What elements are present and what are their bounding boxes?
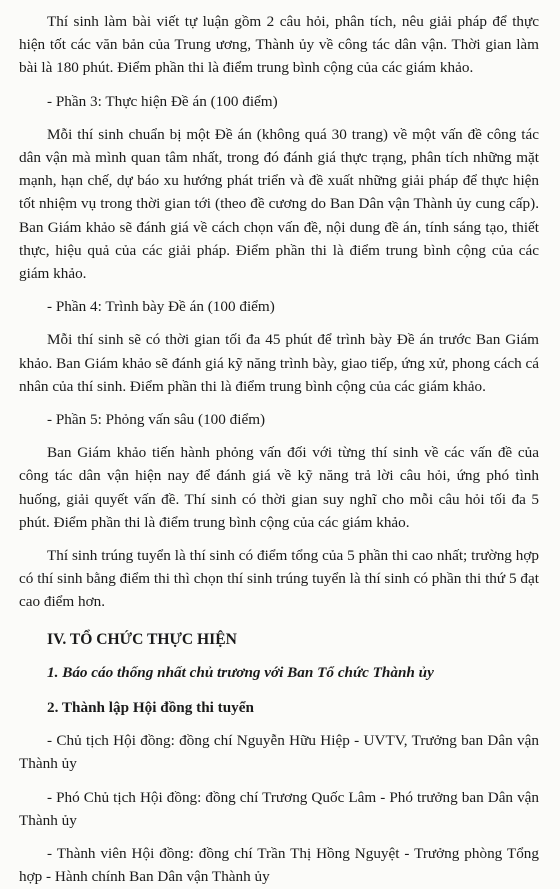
section-part-5: - Phần 5: Phỏng vấn sâu (100 điểm) [47, 411, 266, 429]
council-member: - Thành viên Hội đồng: đồng chí Trần Thị Hồng Nguyệt - Trưởng phòng Tổng hợp - Hành chính Ban Dân vận Thành ủy [19, 845, 539, 886]
paragraph-part-4: Mỗi thí sinh sẽ có thời gian tối đa 45 phút để trình bày Đề án trước Ban Giám khảo. Ban Giám khảo sẽ đánh giá kỹ năng trình bày, giao tiếp, ứng xử, phong cách cá nhân của thí sinh. Điểm phần thi là điểm trung bình cộng của các giám khảo. [19, 331, 539, 395]
section-part-3: - Phần 3: Thực hiện Đề án (100 điểm) [47, 92, 278, 110]
heading-organization: IV. TỔ CHỨC THỰC HIỆN [47, 630, 237, 648]
subheading-council: 2. Thành lập Hội đồng thi tuyển [47, 699, 254, 717]
section-part-4: - Phần 4: Trình bày Đề án (100 điểm) [47, 298, 275, 316]
paragraph-written-exam: Thí sinh làm bài viết tự luận gồm 2 câu hỏi, phân tích, nêu giải pháp để thực hiện tốt các văn bản của Trung ương, Thành ủy về công tác dân vận. Thời gian làm bài là 180 phút. Điểm phần thi là điểm trung bình cộng của các giám khảo. [19, 13, 539, 77]
paragraph-part-5: Ban Giám khảo tiến hành phỏng vấn đối với từng thí sinh về các vấn đề của công tác dân vận hiện nay để đánh giá về kỹ năng trả lời câu hỏi, ứng phó tình huống, giải quyết vấn đề. Thí sinh có thời gian suy nghĩ cho mỗi câu hỏi tối đa 5 phút. Điểm phần thi là điểm trung bình cộng của các giám khảo. [19, 444, 539, 531]
council-chair: - Chủ tịch Hội đồng: đồng chí Nguyễn Hữu Hiệp - UVTV, Trưởng ban Dân vận Thành ủy [19, 732, 539, 773]
paragraph-selection: Thí sinh trúng tuyển là thí sinh có điểm tổng của 5 phần thi cao nhất; trường hợp có thí sinh bằng điểm thi thì chọn thí sinh trúng tuyển là thí sinh có phần thi thứ 5 đạt cao điểm hơn. [19, 547, 539, 611]
paragraph-part-3: Mỗi thí sinh chuẩn bị một Đề án (không quá 30 trang) về một vấn đề công tác dân vận mà mình quan tâm nhất, trong đó đánh giá thực trạng, phân tích những mặt mạnh, hạn chế, dự báo xu hướng phát triển và đề xuất những giải pháp để thực hiện tốt nhiệm vụ trong thời gian tới (theo đề cương do Ban Dân vận Thành ủy cung cấp). Ban Giám khảo sẽ đánh giá về cách chọn vấn đề, nội dung đề án, tính sáng tạo, thiết thực, hiệu quả của các giải pháp. Điểm phần thi là điểm trung bình cộng của các giám khảo. [19, 125, 539, 283]
document-page [0, 10, 560, 886]
council-vice-chair: - Phó Chủ tịch Hội đồng: đồng chí Trương Quốc Lâm - Phó trưởng ban Dân vận Thành ủy [19, 788, 539, 829]
subheading-report: 1. Báo cáo thống nhất chủ trương với Ban Tổ chức Thành ủy [47, 663, 434, 681]
